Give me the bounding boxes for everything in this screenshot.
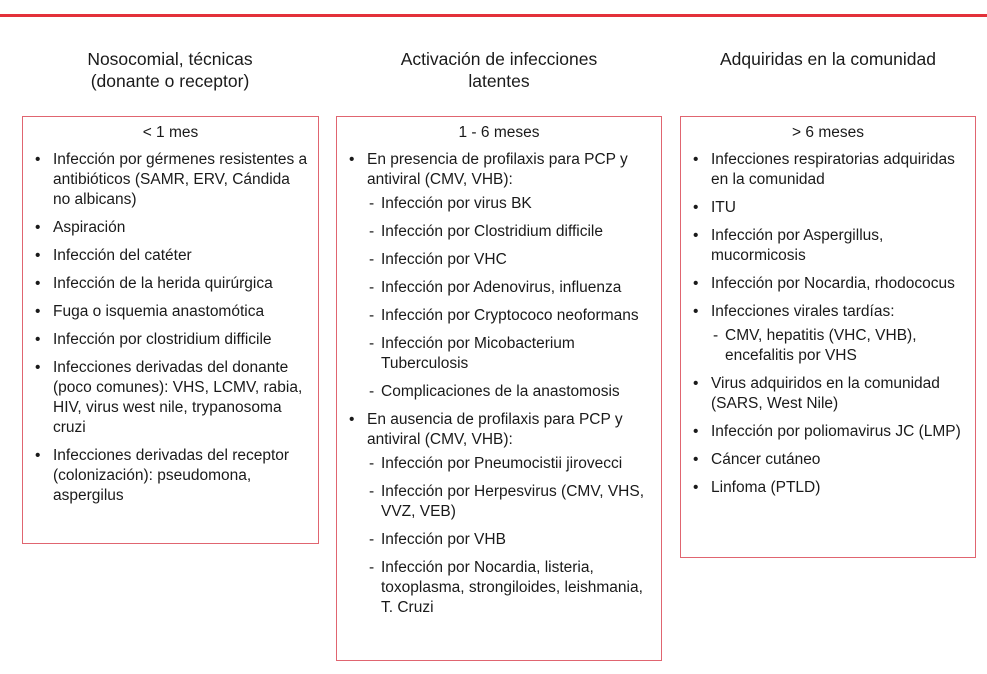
period-label: > 6 meses [792,124,864,141]
list-item [691,150,965,190]
item-text: ITU [711,199,736,216]
list-item [691,374,965,414]
period-label: 1 - 6 meses [458,124,540,141]
list-item [33,302,308,322]
sub-item [367,530,651,550]
dash-icon: - [369,195,375,212]
item-text: Infección por Adenovirus, influenza [381,279,622,296]
dash-icon: - [713,327,719,344]
list-item [691,226,965,266]
list-item [691,274,965,294]
bullet-icon: • [35,247,41,264]
item-text: Linfoma (PTLD) [711,479,821,496]
box-early-period [22,116,319,544]
item-text: Infecciones derivadas del donante (poco comunes): VHS, LCMV, rabia, HIV, virus west nile, trypanosoma cruzi [53,359,303,436]
item-text: Virus adquiridos en la comunidad (SARS, West Nile) [711,375,940,412]
item-text: Infección por Aspergillus, mucormicosis [711,227,884,264]
bullet-icon: • [693,303,699,320]
bullet-icon: • [35,447,41,464]
item-text: Infección por Herpesvirus (CMV, VHS, VVZ, VEB) [381,483,645,520]
item-text: Infección por Pneumocistii jirovecci [381,455,623,472]
column-title-line: (donante o receptor) [90,71,250,91]
list-item [691,422,965,442]
item-text: Infección por Cryptococo neoformans [381,307,639,324]
column-title-line: Nosocomial, técnicas [87,49,253,69]
bullet-icon: • [693,151,699,168]
item-text: Aspiración [53,219,126,236]
bullet-icon: • [693,451,699,468]
column-title [20,48,320,108]
infection-list [347,150,651,618]
box-mid-period [336,116,662,661]
sub-item [711,326,965,366]
sub-list [711,326,965,366]
item-text: Infección del catéter [53,247,192,264]
bullet-icon: • [35,303,41,320]
dash-icon: - [369,223,375,240]
sub-item [367,482,651,522]
sub-item [367,454,651,474]
list-item [347,410,651,618]
column-latent-activation [336,48,662,108]
item-text: Infección por VHC [381,251,507,268]
list-item [33,358,308,438]
bullet-icon: • [693,375,699,392]
sub-list [367,194,651,402]
sub-list [367,454,651,618]
column-title [680,48,976,108]
list-item [691,478,965,498]
bullet-icon: • [693,199,699,216]
dash-icon: - [369,483,375,500]
item-text: Infecciones respiratorias adquiridas en la comunidad [711,151,955,188]
item-text: Infección por poliomavirus JC (LMP) [711,423,961,440]
list-item [33,246,308,266]
period-label: < 1 mes [142,124,199,141]
dash-icon: - [369,531,375,548]
list-item [33,218,308,238]
bullet-icon: • [35,331,41,348]
item-text: Infección por clostridium difficile [53,331,272,348]
list-item [691,302,965,366]
bullet-icon: • [35,275,41,292]
item-text: CMV, hepatitis (VHC, VHB), encefalitis por VHS [725,327,917,364]
column-community-acquired [680,48,976,108]
item-text: Infección de la herida quirúrgica [53,275,273,292]
item-text: Cáncer cutáneo [711,451,821,468]
sub-item [367,278,651,298]
column-nosocomial [20,48,320,108]
column-title-line: latentes [468,71,530,91]
group-label: En presencia de profilaxis para PCP y antiviral (CMV, VHB): [367,151,628,188]
bullet-icon: • [693,275,699,292]
item-text: Infección por VHB [381,531,506,548]
dash-icon: - [369,335,375,352]
column-title-line: Adquiridas en la comunidad [720,49,936,69]
infection-list [33,150,308,506]
item-text: Infección por gérmenes resistentes a antibióticos (SAMR, ERV, Cándida no albicans) [53,151,308,208]
column-title [336,48,662,108]
sub-item [367,558,651,618]
item-text: Infección por Clostridium difficile [381,223,603,240]
bullet-icon: • [35,151,41,168]
list-item [33,446,308,506]
sub-item [367,222,651,242]
dash-icon: - [369,279,375,296]
dash-icon: - [369,559,375,576]
sub-item [367,250,651,270]
bullet-icon: • [693,479,699,496]
sub-item [367,382,651,402]
bullet-icon: • [35,219,41,236]
sub-item [367,194,651,214]
dash-icon: - [369,383,375,400]
dash-icon: - [369,307,375,324]
list-item [691,198,965,218]
top-accent-rule [0,14,987,17]
list-item [347,150,651,402]
column-title-line: Activación de infecciones [400,49,598,69]
list-item [33,150,308,210]
bullet-icon: • [349,411,355,428]
item-text: Fuga o isquemia anastomótica [53,303,265,320]
bullet-icon: • [693,423,699,440]
dash-icon: - [369,251,375,268]
item-text: Infección por Micobacterium Tuberculosis [381,335,575,372]
list-item [691,450,965,470]
item-text: Infecciones derivadas del receptor (colonización): pseudomona, aspergilus [53,447,290,504]
infection-list [691,150,965,498]
group-label: En ausencia de profilaxis para PCP y antiviral (CMV, VHB): [367,411,623,448]
item-text: Infección por Nocardia, rhodococus [711,275,955,292]
list-item [33,274,308,294]
bullet-icon: • [35,359,41,376]
list-item [33,330,308,350]
box-late-period [680,116,976,558]
group-label: Infecciones virales tardías: [711,303,895,320]
dash-icon: - [369,455,375,472]
bullet-icon: • [693,227,699,244]
bullet-icon: • [349,151,355,168]
sub-item [367,334,651,374]
sub-item [367,306,651,326]
item-text: Infección por virus BK [381,195,532,212]
item-text: Complicaciones de la anastomosis [381,383,620,400]
item-text: Infección por Nocardia, listeria, toxoplasma, strongiloides, leishmania, T. Cruzi [381,559,643,616]
